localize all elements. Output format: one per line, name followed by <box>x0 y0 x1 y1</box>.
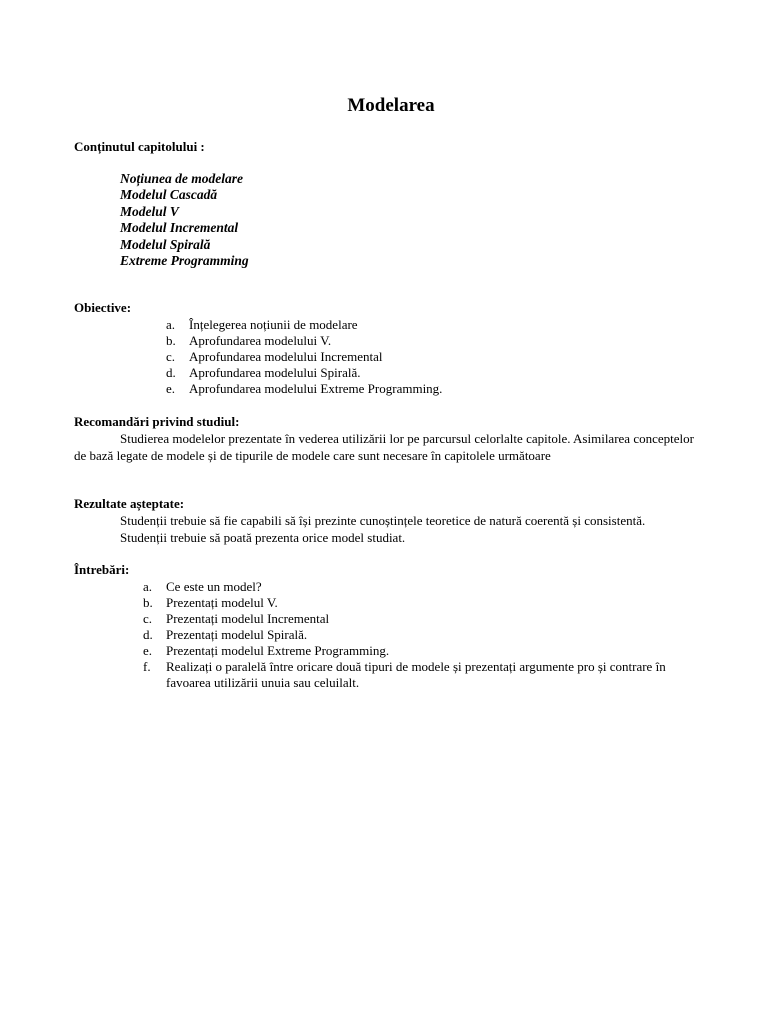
results-block <box>74 512 714 546</box>
contents-item: Noțiunea de modelare <box>120 171 243 186</box>
questions-list <box>143 579 713 691</box>
contents-item: Modelul V <box>120 203 179 219</box>
list-item <box>143 595 713 611</box>
contents-item: Modelul Spirală <box>120 236 211 252</box>
list-item-text: Aprofundarea modelului Extreme Programming. <box>189 381 443 396</box>
list-item <box>143 659 713 691</box>
list-marker: f. <box>143 659 151 674</box>
list-marker: e. <box>143 643 153 658</box>
list-item-text: Prezentați modelul Spirală. <box>166 627 308 642</box>
list-item-text: Prezentați modelul Extreme Programming. <box>166 643 390 658</box>
list-item <box>166 381 586 397</box>
objectives-list <box>166 317 586 397</box>
list-marker: c. <box>166 349 176 364</box>
list-marker: e. <box>166 381 176 396</box>
results-line: Studenții trebuie să fie capabili să își prezinte cunoștințele teoretice de natură coerentă și consistentă. <box>120 513 646 528</box>
list-item <box>143 579 713 595</box>
list-item <box>143 611 713 627</box>
list-item-text: Realizați o paralelă între oricare două tipuri de modele și prezentați argumente pro și contrare în favoarea utilizării unuia sau celuilalt. <box>166 659 666 690</box>
list-item-text: Prezentați modelul Incremental <box>166 611 330 626</box>
list-item <box>166 317 586 333</box>
list-item-text: Prezentați modelul V. <box>166 595 278 610</box>
contents-item: Modelul Cascadă <box>120 187 218 203</box>
list-item <box>166 365 586 381</box>
list-item-text: Aprofundarea modelului V. <box>189 333 332 348</box>
list-item <box>143 643 713 659</box>
list-marker: a. <box>143 579 153 594</box>
list-item-text: Aprofundarea modelului Incremental <box>189 349 383 364</box>
recommendations-heading: Recomandări privind studiul: <box>74 414 240 429</box>
contents-item: Extreme Programming <box>120 253 249 269</box>
list-item-text: Ce este un model? <box>166 579 262 594</box>
list-marker: a. <box>166 317 176 332</box>
list-item-text: Înțelegerea noțiunii de modelare <box>189 317 358 332</box>
list-item <box>143 627 713 643</box>
questions-heading: Întrebări: <box>74 562 130 577</box>
objectives-heading: Obiective: <box>74 300 132 315</box>
results-line: Studenții trebuie să poată prezenta orice model studiat. <box>120 530 406 545</box>
list-marker: b. <box>166 333 176 348</box>
list-marker: d. <box>166 365 176 380</box>
page-title: Modelarea <box>347 95 435 116</box>
contents-list <box>120 171 249 269</box>
list-marker: c. <box>143 611 153 626</box>
list-item <box>166 349 586 365</box>
contents-heading: Conținutul capitolului : <box>74 139 205 154</box>
list-item <box>166 333 586 349</box>
results-heading: Rezultate așteptate: <box>74 496 185 511</box>
contents-item: Modelul Incremental <box>120 220 239 236</box>
list-marker: b. <box>143 595 153 610</box>
list-marker: d. <box>143 627 153 642</box>
list-item-text: Aprofundarea modelului Spirală. <box>189 365 361 380</box>
recommendations-paragraph: Studierea modelelor prezentate în vederea utilizării lor pe parcursul celorlalte capitole. Asimilarea conceptelor de bază legate de modele și de tipurile de modele care sunt necesare în capitolele următoare <box>74 431 694 463</box>
